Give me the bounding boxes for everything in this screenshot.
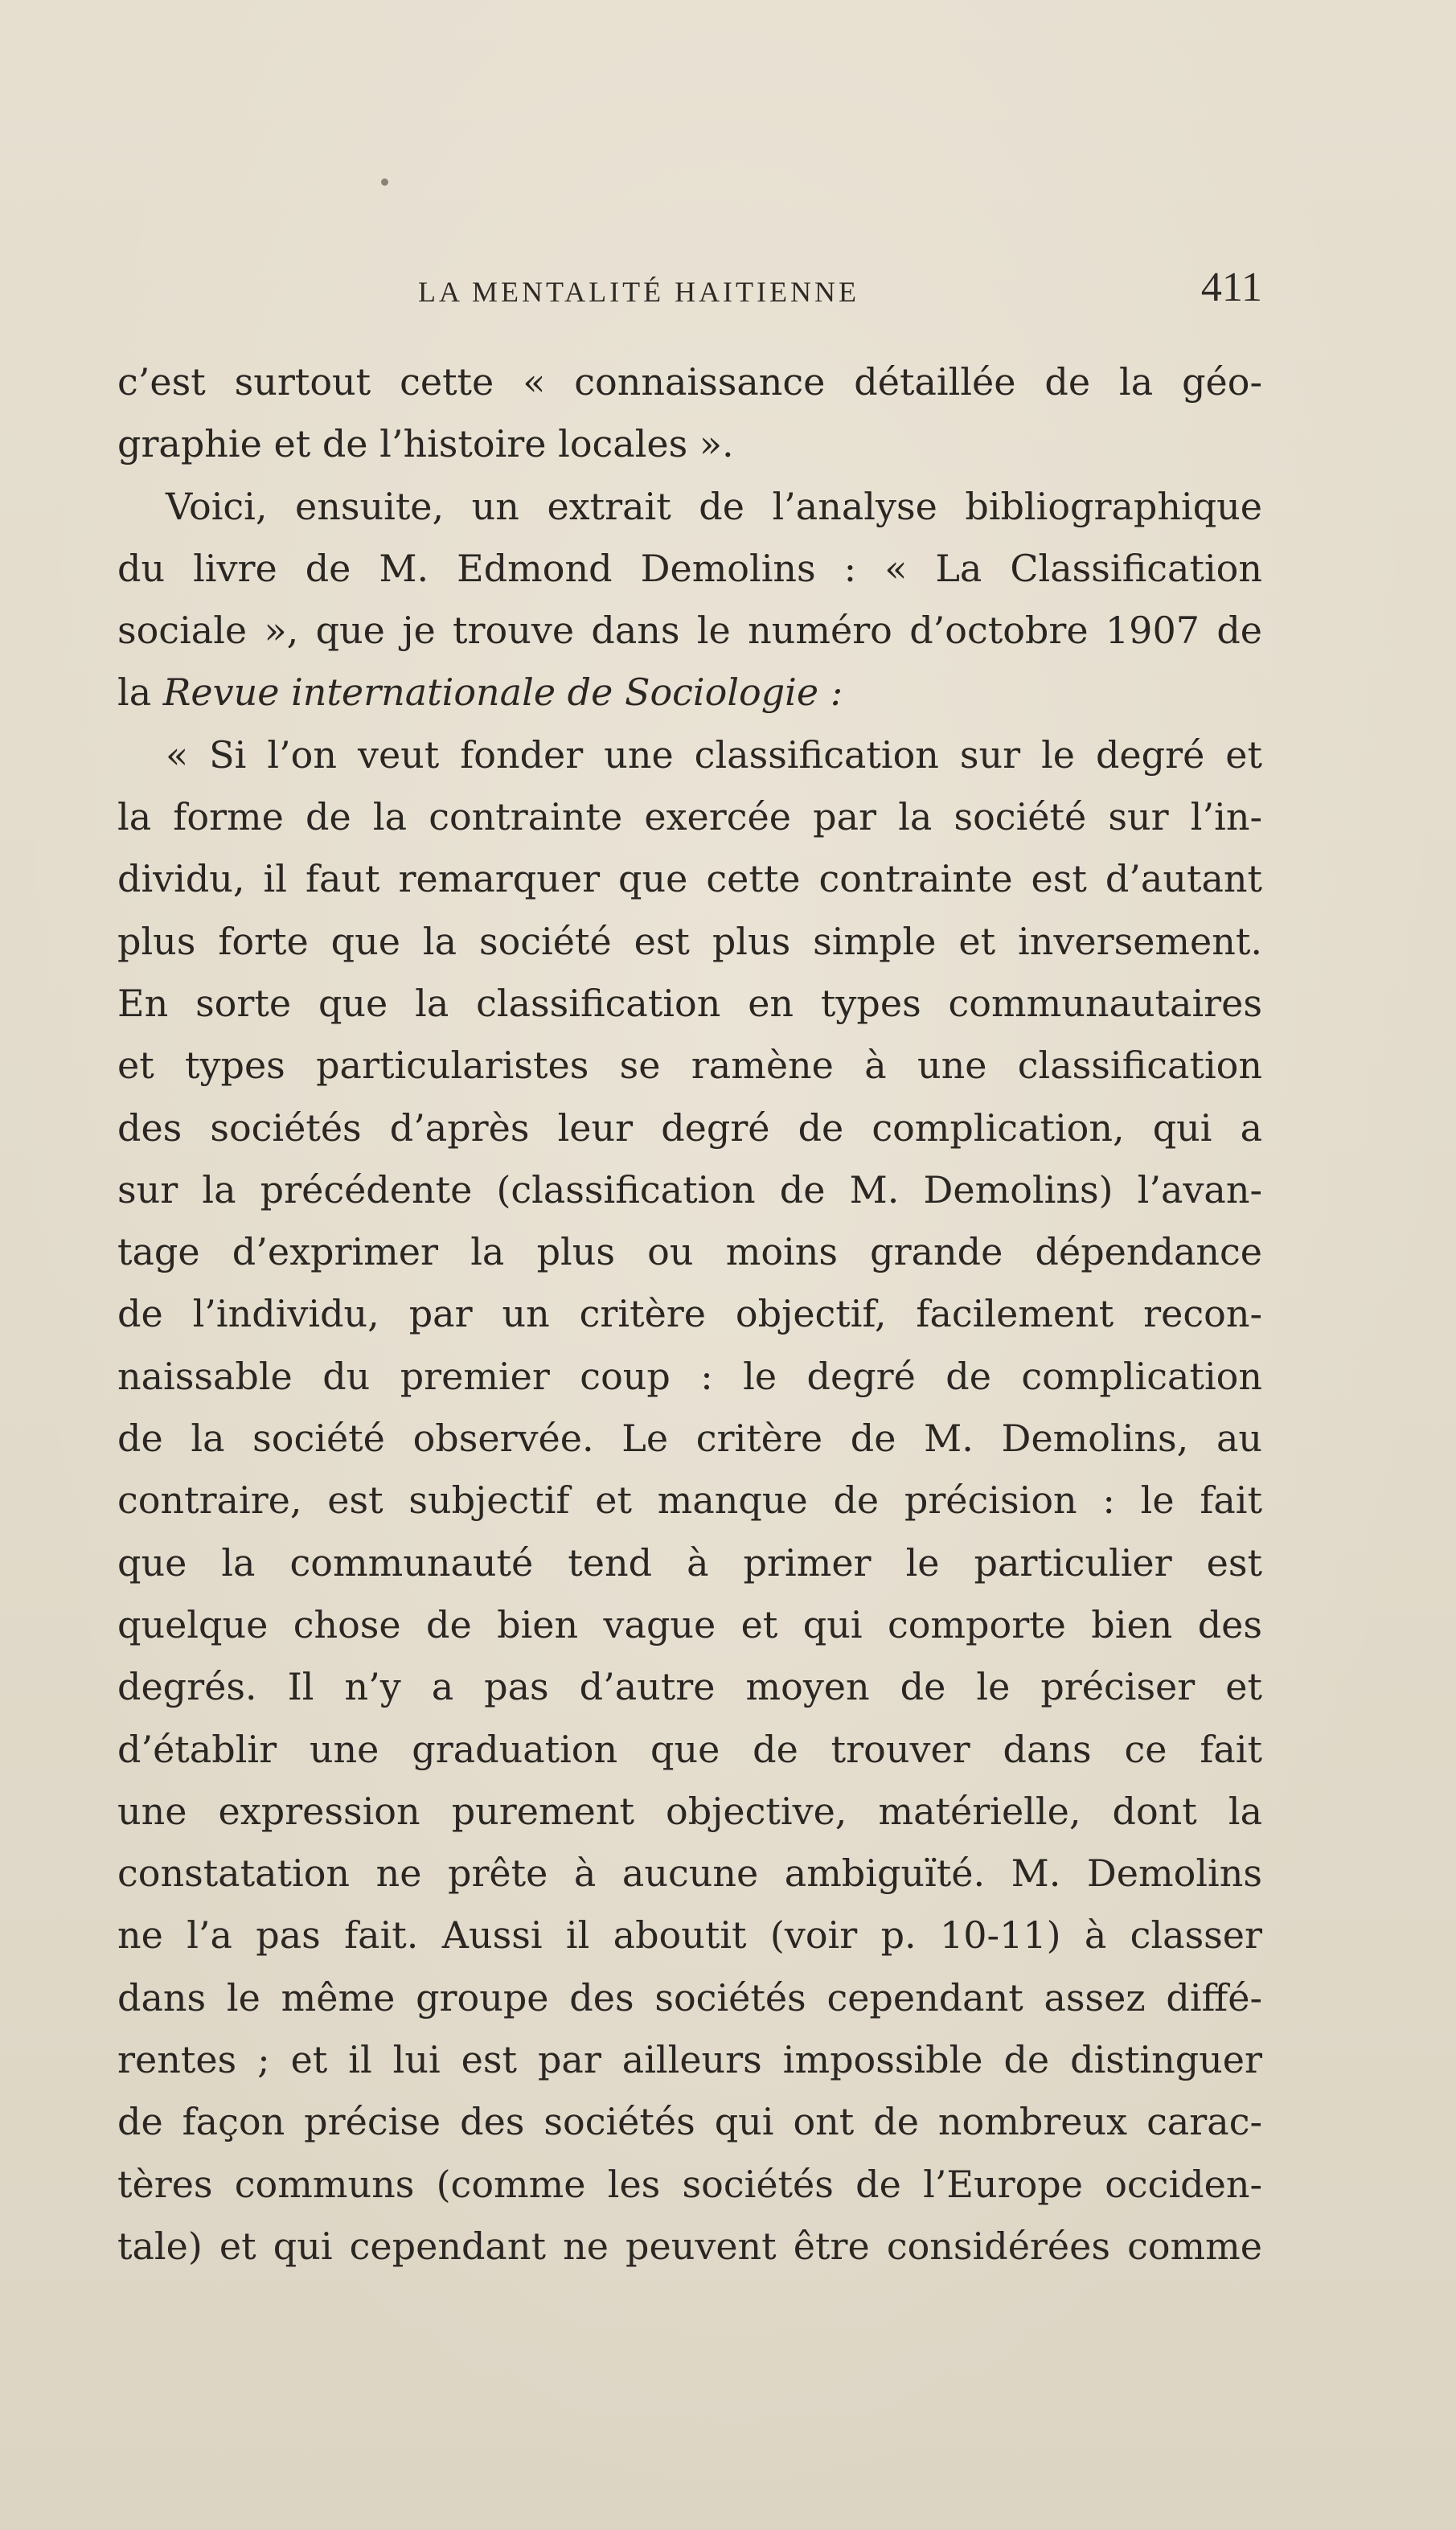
text-line: dividu, il faut remarquer que cette contrainte est d’autant bbox=[117, 857, 1262, 901]
text-line: du livre de M. Edmond Demolins : « La Classification bbox=[117, 546, 1262, 590]
text-line: que la communauté tend à primer le particulier est bbox=[117, 1540, 1262, 1585]
text-line: naissable du premier coup : le degré de complication bbox=[117, 1354, 1262, 1398]
text-line: ne l’a pas fait. Aussi il aboutit (voir p. 10-11) à classer bbox=[117, 1913, 1262, 1958]
journal-title: Revue internationale de Sociologie : bbox=[162, 670, 843, 715]
text-line bbox=[117, 662, 1262, 724]
text-line: tage d’exprimer la plus ou moins grande dépendance bbox=[117, 1230, 1262, 1274]
text-line: contraire, est subjectif et manque de précision : le fait bbox=[117, 1478, 1262, 1523]
text-line: quelque chose de bien vague et qui comporte bien des bbox=[117, 1602, 1262, 1646]
text-line: la forme de la contrainte exercée par la société sur l’in- bbox=[117, 795, 1262, 839]
page-number: 411 bbox=[1200, 264, 1262, 310]
text-line: plus forte que la société est plus simple et inversement. bbox=[117, 919, 1262, 963]
ink-speck bbox=[381, 178, 388, 186]
text-line: de la société observée. Le critère de M. Demolins, au bbox=[117, 1417, 1262, 1461]
text-line: sur la précédente (classification de M. Demolins) l’avan- bbox=[117, 1167, 1262, 1212]
text-line: de façon précise des sociétés qui ont de nombreux carac- bbox=[117, 2100, 1262, 2144]
running-head bbox=[121, 264, 1262, 328]
review-line-prefix: la bbox=[117, 670, 152, 715]
text-line: « Si l’on veut fonder une classification sur le degré et bbox=[166, 732, 1262, 777]
text-line: degrés. Il n’y a pas d’autre moyen de le préciser et bbox=[117, 1665, 1262, 1709]
text-line: une expression purement objective, matérielle, dont la bbox=[117, 1789, 1262, 1833]
text-line: Voici, ensuite, un extrait de l’analyse bibliographique bbox=[166, 484, 1262, 528]
text-line: de l’individu, par un critère objectif, facilement recon- bbox=[117, 1292, 1262, 1336]
text-line: constatation ne prête à aucune ambiguïté. M. Demolins bbox=[117, 1851, 1262, 1896]
body-text bbox=[117, 351, 1262, 2278]
text-line: tale) et qui cependant ne peuvent être considérées comme bbox=[117, 2224, 1262, 2268]
text-line: rentes ; et il lui est par ailleurs impossible de distinguer bbox=[117, 2038, 1262, 2082]
text-line: c’est surtout cette « connaissance détaillée de la géo- bbox=[117, 360, 1262, 404]
text-line: et types particularistes se ramène à une classification bbox=[117, 1044, 1262, 1088]
text-line: En sorte que la classification en types communautaires bbox=[117, 981, 1262, 1025]
text-line: des sociétés d’après leur degré de complication, qui a bbox=[117, 1105, 1262, 1150]
text-line: tères communs (comme les sociétés de l’Europe occiden- bbox=[117, 2162, 1262, 2206]
text-line: graphie et de l’histoire locales ». bbox=[117, 422, 734, 466]
text-line: dans le même groupe des sociétés cependant assez diffé- bbox=[117, 1975, 1262, 2019]
text-line: sociale », que je trouve dans le numéro d’octobre 1907 de bbox=[117, 609, 1262, 653]
text-line: d’établir une graduation que de trouver dans ce fait bbox=[117, 1727, 1262, 1771]
running-title: LA MENTALITÉ HAITIENNE bbox=[418, 276, 860, 308]
